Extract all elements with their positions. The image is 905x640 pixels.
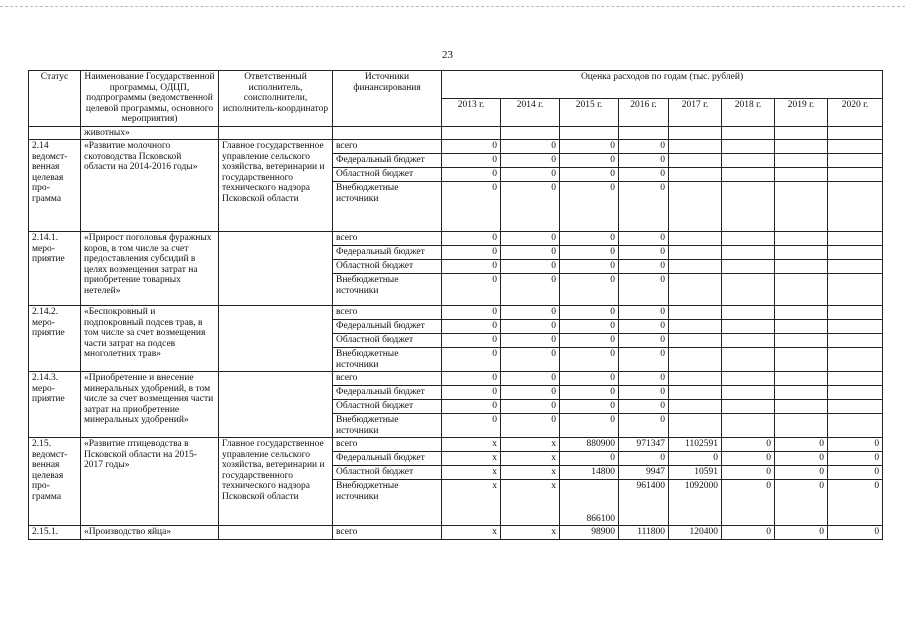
value-cell bbox=[828, 232, 883, 246]
source-label: Внебюджетные источники bbox=[333, 182, 442, 232]
source-label: Областной бюджет bbox=[333, 400, 442, 414]
value-cell: 0 bbox=[560, 414, 619, 438]
source-label: Федеральный бюджет bbox=[333, 154, 442, 168]
value-cell: 0 bbox=[619, 386, 669, 400]
table-row bbox=[29, 372, 883, 386]
value-cell bbox=[722, 400, 775, 414]
value-cell: 0 bbox=[775, 452, 828, 466]
value-cell: 0 bbox=[619, 414, 669, 438]
value-cell: 0 bbox=[501, 274, 560, 306]
last-row-status: 2.15.1. bbox=[29, 526, 81, 540]
value-cell: 0 bbox=[722, 438, 775, 452]
value-cell: 0 bbox=[560, 334, 619, 348]
value-cell bbox=[722, 306, 775, 320]
value-cell: 0 bbox=[501, 260, 560, 274]
value-cell: 1092000 bbox=[669, 480, 722, 526]
source-label: всего bbox=[333, 232, 442, 246]
value-cell bbox=[722, 182, 775, 232]
value-cell: 0 bbox=[722, 480, 775, 526]
value-cell bbox=[669, 154, 722, 168]
source-label: Областной бюджет bbox=[333, 334, 442, 348]
value-cell: 0 bbox=[828, 526, 883, 540]
value-cell: 0 bbox=[775, 526, 828, 540]
block-status: 2.14.1. меро-приятие bbox=[29, 232, 81, 306]
block-name: «Развитие птицеводства в Псковской области на 2015-2017 годы» bbox=[81, 438, 219, 526]
value-cell bbox=[669, 348, 722, 372]
value-cell bbox=[722, 232, 775, 246]
table-row bbox=[29, 438, 883, 452]
value-cell: 0 bbox=[775, 438, 828, 452]
value-cell: x bbox=[501, 452, 560, 466]
value-cell: 0 bbox=[619, 154, 669, 168]
value-cell: 0 bbox=[560, 140, 619, 154]
value-cell bbox=[722, 154, 775, 168]
value-cell: 0 bbox=[619, 232, 669, 246]
value-cell: 0 bbox=[501, 182, 560, 232]
header-estimate: Оценка расходов по годам (тыс. рублей) bbox=[442, 71, 883, 99]
value-cell bbox=[775, 260, 828, 274]
source-label: всего bbox=[333, 306, 442, 320]
source-label: Федеральный бюджет bbox=[333, 246, 442, 260]
value-cell: 0 bbox=[501, 348, 560, 372]
value-cell: 880900 bbox=[560, 438, 619, 452]
value-cell bbox=[669, 400, 722, 414]
value-cell: 0 bbox=[442, 246, 501, 260]
value-cell bbox=[669, 386, 722, 400]
value-cell: 0 bbox=[501, 306, 560, 320]
value-cell: 0 bbox=[828, 480, 883, 526]
block-responsible: Главное государственное управление сельского хозяйства, ветеринарии и государственного технического надзора Псковской области bbox=[219, 140, 333, 232]
value-cell: 0 bbox=[560, 260, 619, 274]
last-row-source: всего bbox=[333, 526, 442, 540]
value-cell: 0 bbox=[442, 400, 501, 414]
last-row-name: «Производство яйца» bbox=[81, 526, 219, 540]
value-cell bbox=[722, 334, 775, 348]
value-cell: 111800 bbox=[619, 526, 669, 540]
value-cell bbox=[722, 372, 775, 386]
header-year: 2018 г. bbox=[722, 98, 775, 126]
value-cell: 0 bbox=[560, 274, 619, 306]
table-row bbox=[29, 526, 883, 540]
value-cell bbox=[669, 306, 722, 320]
page-top-border bbox=[0, 6, 905, 8]
value-cell bbox=[828, 140, 883, 154]
block-responsible bbox=[219, 232, 333, 306]
header-name: Наименование Государственной программы, ОДЦП, подпрограммы (ведомственной целевой программы, основного мероприятия) bbox=[81, 71, 219, 127]
header-year: 2015 г. bbox=[560, 98, 619, 126]
value-cell bbox=[828, 386, 883, 400]
value-cell: x bbox=[442, 466, 501, 480]
value-cell bbox=[828, 414, 883, 438]
block-name: «Прирост поголовья фуражных коров, в том числе за счет предоставления субсидий в целях возмещения затрат на приобретение товарных нетелей» bbox=[81, 232, 219, 306]
value-cell bbox=[669, 414, 722, 438]
value-cell: x bbox=[501, 480, 560, 526]
value-cell: 0 bbox=[560, 400, 619, 414]
value-cell: 9947 bbox=[619, 466, 669, 480]
source-label: всего bbox=[333, 140, 442, 154]
value-cell bbox=[775, 182, 828, 232]
value-cell: 0 bbox=[442, 320, 501, 334]
value-cell: 0 bbox=[501, 334, 560, 348]
value-cell bbox=[775, 348, 828, 372]
value-cell: x bbox=[442, 438, 501, 452]
source-label: Областной бюджет bbox=[333, 168, 442, 182]
value-cell bbox=[775, 414, 828, 438]
value-cell bbox=[669, 320, 722, 334]
value-cell: 0 bbox=[442, 414, 501, 438]
value-cell: 0 bbox=[828, 438, 883, 452]
value-cell bbox=[828, 168, 883, 182]
budget-table bbox=[28, 70, 883, 540]
value-cell: 0 bbox=[619, 348, 669, 372]
value-cell bbox=[775, 140, 828, 154]
table-row bbox=[29, 232, 883, 246]
value-cell: 0 bbox=[501, 168, 560, 182]
value-cell: 0 bbox=[560, 306, 619, 320]
value-cell: 0 bbox=[560, 348, 619, 372]
value-cell bbox=[669, 140, 722, 154]
table-row bbox=[29, 306, 883, 320]
value-cell: 0 bbox=[501, 400, 560, 414]
value-cell: 0 bbox=[619, 334, 669, 348]
value-cell bbox=[775, 232, 828, 246]
value-cell bbox=[669, 246, 722, 260]
value-cell: 120400 bbox=[669, 526, 722, 540]
value-cell: 0 bbox=[619, 320, 669, 334]
value-cell bbox=[722, 140, 775, 154]
value-cell: 1102591 bbox=[669, 438, 722, 452]
block-name: «Беспокровный и подпокровный подсев трав, в том числе за счет возмещения части затрат на подсев многолетних трав» bbox=[81, 306, 219, 372]
value-cell bbox=[828, 348, 883, 372]
value-cell bbox=[775, 154, 828, 168]
value-cell: 0 bbox=[560, 182, 619, 232]
carry-over-text: животных» bbox=[81, 126, 219, 140]
value-cell: 0 bbox=[560, 232, 619, 246]
value-cell: 0 bbox=[501, 386, 560, 400]
block-name: «Приобретение и внесение минеральных удобрений, в том числе за счет возмещения части затрат на приобретение минеральных удобрений» bbox=[81, 372, 219, 438]
value-cell bbox=[828, 182, 883, 232]
value-cell: 0 bbox=[442, 260, 501, 274]
block-status: 2.14.2. меро-приятие bbox=[29, 306, 81, 372]
value-cell: 0 bbox=[560, 320, 619, 334]
value-cell bbox=[775, 400, 828, 414]
value-cell: 0 bbox=[501, 372, 560, 386]
source-label: Внебюджетные источники bbox=[333, 414, 442, 438]
value-cell bbox=[722, 348, 775, 372]
value-cell bbox=[775, 386, 828, 400]
value-cell: 0 bbox=[619, 400, 669, 414]
value-cell: 0 bbox=[442, 182, 501, 232]
block-status: 2.14.3. меро-приятие bbox=[29, 372, 81, 438]
value-cell bbox=[775, 274, 828, 306]
value-cell: 10591 bbox=[669, 466, 722, 480]
value-cell: 0 bbox=[560, 168, 619, 182]
value-cell: 866100 bbox=[560, 480, 619, 526]
source-label: Федеральный бюджет bbox=[333, 452, 442, 466]
source-label: Федеральный бюджет bbox=[333, 320, 442, 334]
block-status: 2.15. ведомст-венная целевая про-грамма bbox=[29, 438, 81, 526]
value-cell: 0 bbox=[619, 168, 669, 182]
block-responsible: Главное государственное управление сельского хозяйства, ветеринарии и государственного технического надзора Псковской области bbox=[219, 438, 333, 526]
value-cell: 0 bbox=[619, 306, 669, 320]
value-cell: 0 bbox=[619, 260, 669, 274]
value-cell: 0 bbox=[619, 372, 669, 386]
value-cell: x bbox=[442, 480, 501, 526]
value-cell: 0 bbox=[619, 182, 669, 232]
value-cell: 0 bbox=[442, 386, 501, 400]
value-cell: 0 bbox=[442, 232, 501, 246]
value-cell bbox=[722, 246, 775, 260]
source-label: Внебюджетные источники bbox=[333, 348, 442, 372]
value-cell bbox=[722, 274, 775, 306]
header-status: Статус bbox=[29, 71, 81, 127]
header-year: 2014 г. bbox=[501, 98, 560, 126]
value-cell bbox=[828, 320, 883, 334]
value-cell: 0 bbox=[560, 372, 619, 386]
value-cell: 0 bbox=[560, 386, 619, 400]
value-cell bbox=[722, 414, 775, 438]
value-cell: 0 bbox=[442, 334, 501, 348]
value-cell bbox=[828, 334, 883, 348]
last-row-responsible bbox=[219, 526, 333, 540]
value-cell bbox=[775, 168, 828, 182]
block-status: 2.14 ведомст-венная целевая про-грамма bbox=[29, 140, 81, 232]
header-responsible: Ответственный исполнитель, соисполнители, исполнитель-координатор bbox=[219, 71, 333, 127]
value-cell: 971347 bbox=[619, 438, 669, 452]
value-cell: 0 bbox=[722, 452, 775, 466]
value-cell: 0 bbox=[442, 140, 501, 154]
value-cell: 0 bbox=[619, 452, 669, 466]
block-responsible bbox=[219, 372, 333, 438]
header-year: 2017 г. bbox=[669, 98, 722, 126]
value-cell: 0 bbox=[560, 452, 619, 466]
value-cell: 0 bbox=[722, 526, 775, 540]
value-cell bbox=[775, 372, 828, 386]
value-cell bbox=[669, 334, 722, 348]
value-cell bbox=[828, 260, 883, 274]
value-cell: x bbox=[442, 452, 501, 466]
value-cell: 0 bbox=[828, 466, 883, 480]
value-cell: 0 bbox=[828, 452, 883, 466]
value-cell: 0 bbox=[442, 348, 501, 372]
value-cell bbox=[669, 182, 722, 232]
value-cell bbox=[828, 306, 883, 320]
value-cell: 0 bbox=[619, 140, 669, 154]
value-cell bbox=[828, 372, 883, 386]
value-cell bbox=[722, 320, 775, 334]
value-cell: 0 bbox=[501, 154, 560, 168]
value-cell: 0 bbox=[722, 466, 775, 480]
value-cell: 0 bbox=[501, 232, 560, 246]
table-row bbox=[29, 140, 883, 154]
source-label: Внебюджетные источники bbox=[333, 274, 442, 306]
source-label: всего bbox=[333, 438, 442, 452]
value-cell bbox=[828, 246, 883, 260]
value-cell bbox=[775, 320, 828, 334]
value-cell: x bbox=[442, 526, 501, 540]
value-cell bbox=[669, 372, 722, 386]
value-cell bbox=[669, 168, 722, 182]
value-cell: 0 bbox=[619, 274, 669, 306]
value-cell bbox=[775, 246, 828, 260]
value-cell: 0 bbox=[560, 246, 619, 260]
value-cell: 0 bbox=[669, 452, 722, 466]
source-label: Федеральный бюджет bbox=[333, 386, 442, 400]
value-cell: 0 bbox=[442, 154, 501, 168]
value-cell bbox=[669, 260, 722, 274]
value-cell: 0 bbox=[442, 274, 501, 306]
value-cell bbox=[669, 274, 722, 306]
value-cell: x bbox=[501, 438, 560, 452]
value-cell: 0 bbox=[501, 246, 560, 260]
header-year: 2019 г. bbox=[775, 98, 828, 126]
block-responsible bbox=[219, 306, 333, 372]
source-label: Областной бюджет bbox=[333, 260, 442, 274]
value-cell bbox=[775, 334, 828, 348]
value-cell: 0 bbox=[501, 320, 560, 334]
value-cell: x bbox=[501, 526, 560, 540]
block-name: «Развитие молочного скотоводства Псковской области на 2014-2016 годы» bbox=[81, 140, 219, 232]
value-cell: 0 bbox=[442, 168, 501, 182]
value-cell: 0 bbox=[775, 466, 828, 480]
value-cell: x bbox=[501, 466, 560, 480]
header-sources: Источники финансирования bbox=[333, 71, 442, 127]
value-cell: 961400 bbox=[619, 480, 669, 526]
value-cell bbox=[722, 260, 775, 274]
carry-over-status-cell bbox=[29, 126, 81, 140]
value-cell bbox=[828, 274, 883, 306]
value-cell: 14800 bbox=[560, 466, 619, 480]
value-cell: 0 bbox=[775, 480, 828, 526]
value-cell bbox=[722, 168, 775, 182]
value-cell bbox=[828, 400, 883, 414]
value-cell: 0 bbox=[501, 414, 560, 438]
header-year: 2016 г. bbox=[619, 98, 669, 126]
page-number: 23 bbox=[442, 49, 453, 61]
source-label: Внебюджетные источники bbox=[333, 480, 442, 526]
header-year: 2020 г. bbox=[828, 98, 883, 126]
source-label: Областной бюджет bbox=[333, 466, 442, 480]
value-cell: 0 bbox=[619, 246, 669, 260]
source-label: всего bbox=[333, 372, 442, 386]
value-cell: 0 bbox=[442, 306, 501, 320]
value-cell: 0 bbox=[560, 154, 619, 168]
value-cell bbox=[775, 306, 828, 320]
value-cell: 0 bbox=[442, 372, 501, 386]
header-year: 2013 г. bbox=[442, 98, 501, 126]
value-cell: 98900 bbox=[560, 526, 619, 540]
value-cell bbox=[722, 386, 775, 400]
value-cell bbox=[828, 154, 883, 168]
value-cell: 0 bbox=[501, 140, 560, 154]
value-cell bbox=[669, 232, 722, 246]
